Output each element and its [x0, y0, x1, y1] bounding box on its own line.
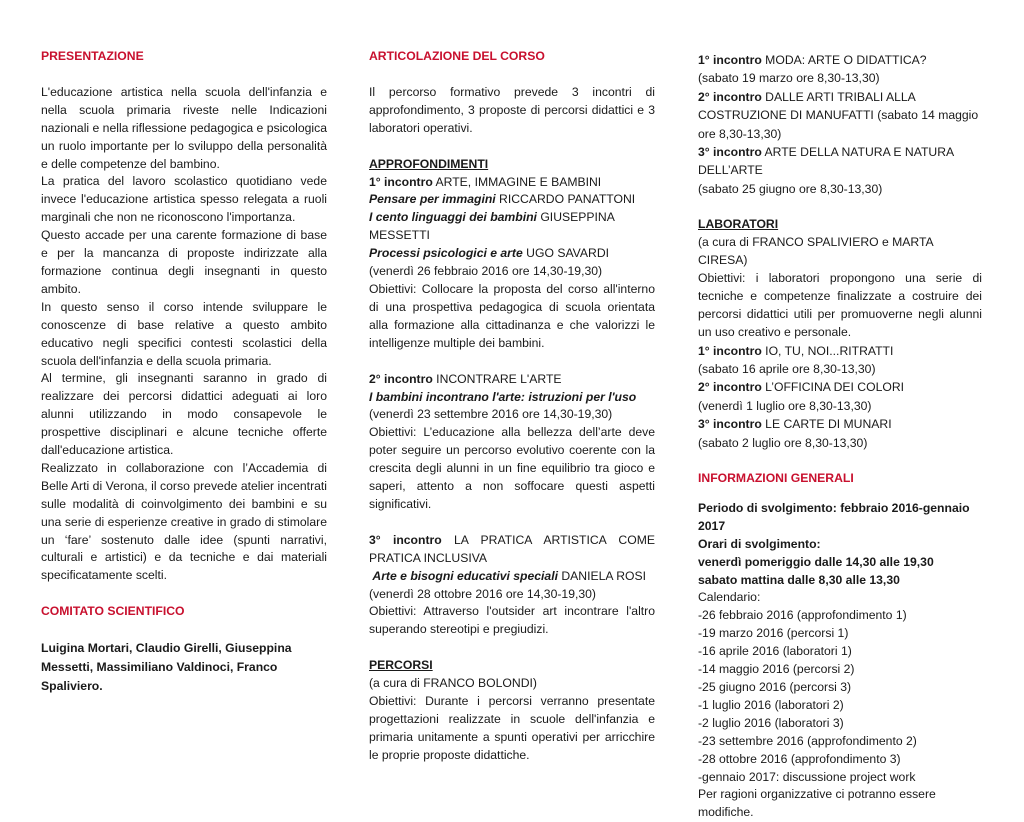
calendario-item: -25 giugno 2016 (percorsi 3)	[698, 680, 852, 694]
approfondimenti-title: APPROFONDIMENTI	[369, 156, 489, 171]
incontro-1-talk-3: Processi psicologici e arte UGO SAVARDI	[369, 246, 610, 261]
calendario-item: -1 luglio 2016 (laboratori 2)	[698, 697, 844, 712]
incontro-3-date: (venerdì 28 ottobre 2016 ore 14,30-19,30)	[369, 586, 596, 601]
calendario-item: -28 ottobre 2016 (approfondimento 3)	[698, 751, 901, 766]
incontro-2-obiettivi: Obiettivi: L’educazione alla bellezza dell’arte deve poter seguire un percorso evolutivo coerente con la crescita degli alunni in un fine equilibrio tra gioco e saperi, attento a non soffocare questi aspetti significativi.	[369, 425, 655, 511]
percorsi-incontro-3: 3° incontro ARTE DELLA NATURA E NATURA DELL’ARTE	[698, 145, 954, 178]
calendario-item: -19 marzo 2016 (percorsi 1)	[698, 626, 849, 641]
incontro-1-talk-2: I cento linguaggi dei bambini GIUSEPPINA MESSETTI	[369, 210, 615, 243]
incontro-3-heading: 3° incontro LA PRATICA ARTISTICA COME PRATICA INCLUSIVA	[369, 532, 655, 565]
incontro-1-title: ARTE, IMMAGINE E BAMBINI	[432, 174, 602, 189]
incontro-1-talk-1: Pensare per immagini RICCARDO PANATTONI	[369, 192, 636, 207]
calendario-title: Calendario:	[698, 590, 761, 605]
laboratori-incontro-1-date: (sabato 16 aprile ore 8,30-13,30)	[698, 362, 876, 376]
column-laboratori-info	[698, 51, 982, 822]
info-orari-sabato: sabato mattina dalle 8,30 alle 13,30	[698, 572, 900, 587]
calendario-item: -14 maggio 2016 (percorsi 2)	[698, 662, 855, 677]
calendario-item: -2 luglio 2016 (laboratori 3)	[698, 715, 844, 730]
calendario-item: -23 settembre 2016 (approfondimento 2)	[698, 733, 917, 748]
laboratori-incontro-2: 2° incontro L’OFFICINA DEI COLORI	[698, 380, 905, 395]
percorsi-title: PERCORSI	[369, 658, 433, 673]
incontro-2-heading: 2° incontro INCONTRARE L'ARTE	[369, 371, 562, 386]
laboratori-incontro-3: 3° incontro LE CARTE DI MUNARI	[698, 417, 892, 432]
calendario-item: -16 aprile 2016 (laboratori 1)	[698, 644, 852, 659]
laboratori-incontri	[698, 342, 982, 452]
laboratori-title: LABORATORI	[698, 217, 779, 232]
laboratori-cura: (a cura di FRANCO SPALIVIERO e MARTA CIRESA)	[698, 235, 934, 268]
presentazione-paragraph-2: La pratica del lavoro scolastico quotidiano vede invece l'educazione artistica spesso relegata a ruoli marginali che non ne riconoscono l'importanza.	[41, 174, 327, 225]
incontro-1-heading	[369, 174, 655, 192]
incontro-2-talk-1: I bambini incontrano l'arte: istruzioni per l'uso	[369, 389, 637, 404]
laboratori-incontro-1: 1° incontro IO, TU, NOI...RITRATTI	[698, 343, 894, 358]
comitato-title: COMITATO SCIENTIFICO	[41, 604, 185, 619]
percorsi-cura: (a cura di FRANCO BOLONDI)	[369, 676, 537, 691]
percorsi-incontri	[698, 51, 982, 198]
info-periodo: Periodo di svolgimento: febbraio 2016-gennaio 2017	[698, 500, 970, 533]
presentazione-paragraph-4: In questo senso il corso intende sviluppare le conoscenze di base relative a questo ambito educativo negli specifici contesti scolastici della scuola dell'infanzia e della scuola primaria.	[41, 299, 327, 368]
incontro-1-obiettivi: Obiettivi: Collocare la proposta del corso all'interno di una prospettiva pedagogica di scuola orientata alla formazione alla cittadinanza e che valorizzi le intelligenze multiple dei bambini.	[369, 281, 655, 350]
info-note: Per ragioni organizzative ci potranno essere modifiche.	[698, 787, 936, 820]
info-orari-title: Orari di svolgimento:	[698, 536, 821, 551]
incontro-2-date: (venerdì 23 settembre 2016 ore 14,30-19,30)	[369, 407, 613, 422]
incontro-3-talk-1: Arte e bisogni educativi speciali DANIELA ROSI	[372, 568, 647, 583]
calendario-item: -gennaio 2017: discussione project work	[698, 769, 916, 784]
presentazione-paragraph-3: Questo accade per una carente formazione di base e per la mancanza di proposte indirizzate alla formazione continua degli insegnanti in questo ambito.	[41, 228, 327, 296]
percorsi-incontro-2: 2° incontro DALLE ARTI TRIBALI ALLA COSTRUZIONE DI MANUFATTI (sabato 14 maggio ore 8,30-13,30)	[698, 89, 979, 141]
incontro-1-label: 1° incontro	[369, 174, 433, 189]
percorsi-incontro-1: 1° incontro MODA: ARTE O DIDATTICA?	[698, 53, 927, 67]
articolazione-title: ARTICOLAZIONE DEL CORSO	[369, 49, 545, 63]
laboratori-incontro-3-date: (sabato 2 luglio ore 8,30-13,30)	[698, 435, 868, 450]
comitato-members: Luigina Mortari, Claudio Girelli, Giuseppina Messetti, Massimiliano Valdinoci, Franco Spaliviero.	[41, 641, 292, 694]
column-articolazione	[369, 48, 655, 765]
presentazione-paragraph-1: L'educazione artistica nella scuola dell'infanzia e nella scuola primaria riveste nelle Indicazioni nazionali e nella riflessione pedagogica e psicologica un ruolo importante per lo sviluppo della personalità e delle competenze del bambino.	[41, 84, 327, 171]
info-title: INFORMAZIONI GENERALI	[698, 471, 854, 486]
presentazione-paragraph-5: Al termine, gli insegnanti saranno in grado di realizzare dei percorsi didattici adeguati ai loro alunni utilizzando in modo consapevole le prospettive disciplinari e alcune tecniche offerte dall'educazione artistica.	[41, 371, 327, 458]
percorsi-incontro-3-date: (sabato 25 giugno ore 8,30-13,30)	[698, 181, 883, 196]
column-presentazione	[41, 48, 327, 696]
laboratori-incontro-2-date: (venerdì 1 luglio ore 8,30-13,30)	[698, 398, 872, 413]
laboratori-obiettivi: Obiettivi: i laboratori propongono una serie di tecniche e competenze finalizzate a costruire dei percorsi didattici utili per promuoverne negli alunni un uso creativo e personale.	[698, 270, 982, 339]
percorsi-incontro-1-date: (sabato 19 marzo ore 8,30-13,30)	[698, 71, 880, 86]
articolazione-intro: Il percorso formativo prevede 3 incontri di approfondimento, 3 proposte di percorsi didattici e 3 laboratori operativi.	[369, 84, 655, 135]
incontro-1-date: (venerdì 26 febbraio 2016 ore 14,30-19,30)	[369, 264, 603, 279]
presentazione-title: PRESENTAZIONE	[41, 49, 144, 63]
presentazione-paragraph-6: Realizzato in collaborazione con l’Accademia di Belle Arti di Verona, il corso prevede atelier incentrati sulle modalità di coinvolgimento dei bambini e su una serie di esperienze creative in grado di stimolare un ‘fare’ sostenuto dalle idee (spunti narrativi, culturali e artistici) e da tecniche e dai materiali specificatamente scelti.	[41, 460, 327, 583]
info-orari-venerdi: venerdì pomeriggio dalle 14,30 alle 19,30	[698, 554, 934, 569]
calendario-item: -26 febbraio 2016 (approfondimento 1)	[698, 608, 907, 623]
percorsi-obiettivi: Obiettivi: Durante i percorsi verranno presentate progettazioni realizzate in scuole dell'infanzia e primaria unitamente a spunti operativi per arricchire le proprie proposte didattiche.	[369, 694, 655, 762]
incontro-3-obiettivi: Obiettivi: Attraverso l'outsider art incontrare l'altro superando stereotipi e pregiudizi.	[369, 604, 655, 637]
